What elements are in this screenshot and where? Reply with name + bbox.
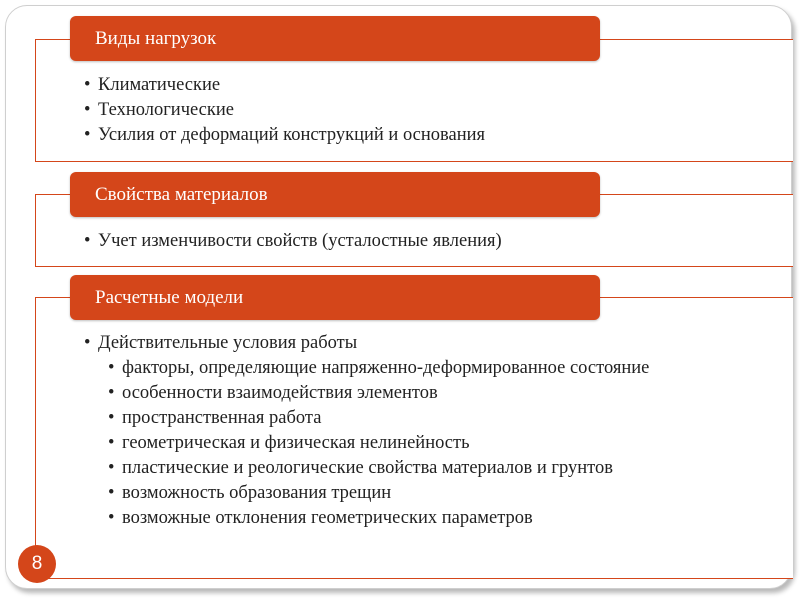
list-item (84, 481, 649, 506)
bullet-icon: • (108, 358, 115, 378)
list-item (84, 73, 485, 98)
list-item (84, 229, 502, 254)
list-item-text: Климатические (98, 75, 221, 95)
list-item (84, 506, 649, 531)
section-models-list (84, 331, 649, 531)
list-item-text: возможные отклонения геометрических параметров (122, 508, 533, 528)
list-item (84, 331, 649, 356)
list-item (84, 356, 649, 381)
bullet-icon: • (84, 333, 91, 353)
section-materials-title: Свойства материалов (95, 183, 268, 205)
bullet-icon: • (84, 75, 91, 95)
bullet-icon: • (108, 508, 115, 528)
list-item (84, 431, 649, 456)
bullet-icon: • (108, 408, 115, 428)
bullet-icon: • (108, 383, 115, 403)
bullet-icon: • (108, 458, 115, 478)
list-item (84, 456, 649, 481)
bullet-icon: • (84, 231, 91, 251)
list-item-text: Учет изменчивости свойств (усталостные явления) (98, 231, 502, 251)
list-item-text: Действительные условия работы (98, 333, 358, 353)
bullet-icon: • (84, 125, 91, 145)
list-item (84, 406, 649, 431)
bullet-icon: • (108, 483, 115, 503)
list-item-text: особенности взаимодействия элементов (122, 383, 438, 403)
list-item (84, 381, 649, 406)
list-item-text: геометрическая и физическая нелинейность (122, 433, 470, 453)
list-item (84, 98, 485, 123)
list-item (84, 123, 485, 148)
bullet-icon: • (108, 433, 115, 453)
section-loads-title: Виды нагрузок (95, 27, 217, 49)
section-materials-list (84, 229, 502, 254)
list-item-text: Технологические (98, 100, 234, 120)
section-materials-header (70, 172, 600, 217)
section-models-title: Расчетные модели (95, 286, 244, 308)
section-loads-list (84, 73, 485, 148)
section-loads-header (70, 16, 600, 61)
bullet-icon: • (84, 100, 91, 120)
list-item-text: факторы, определяющие напряженно-деформированное состояние (122, 358, 650, 378)
list-item-text: пространственная работа (122, 408, 322, 428)
list-item-text: пластические и реологические свойства материалов и грунтов (122, 458, 613, 478)
list-item-text: Усилия от деформаций конструкций и основания (98, 125, 486, 145)
list-item-text: возможность образования трещин (122, 483, 392, 503)
section-models-header (70, 275, 600, 320)
page-number-badge: 8 (18, 545, 56, 583)
